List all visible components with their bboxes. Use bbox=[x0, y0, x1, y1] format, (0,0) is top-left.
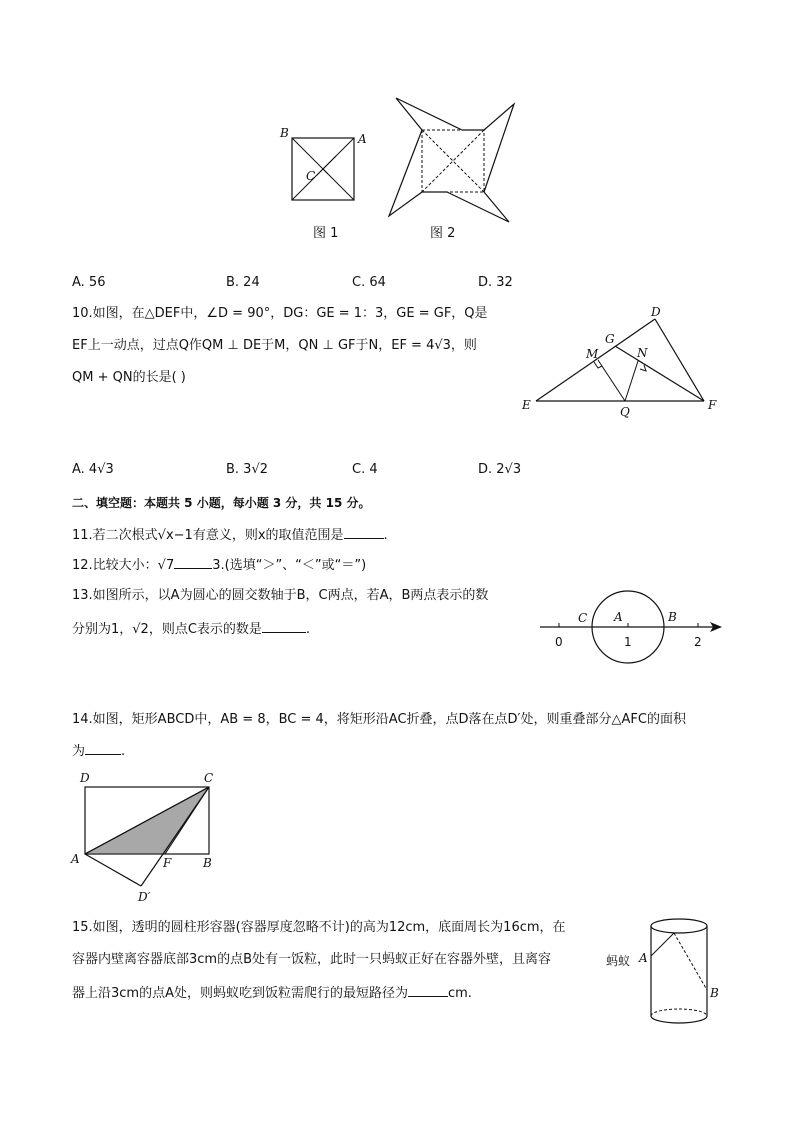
q13-text-after: . bbox=[305, 622, 311, 637]
q10-triangle-figure bbox=[518, 303, 728, 421]
q12-text bbox=[72, 556, 366, 574]
q15-text-line-2: 容器内壁离容器底部3cm的点B处有一饭粒，此时一只蚂蚁正好在容器外壁，且离容 bbox=[72, 952, 552, 967]
q11-answer-blank[interactable] bbox=[344, 526, 384, 539]
q10-label-g: G bbox=[605, 332, 615, 346]
q10-text-line-2: EF上一动点，过点Q作QM ⊥ DE于M，QN ⊥ GF于N，EF = 4√3，则 bbox=[72, 338, 477, 353]
q13-number-line-figure bbox=[536, 588, 726, 668]
q14-label-f: F bbox=[163, 856, 172, 870]
q15-text-line-3 bbox=[72, 984, 472, 1002]
fig1-label-a: A bbox=[358, 132, 367, 146]
q10-label-f: F bbox=[708, 398, 717, 412]
q15-cylinder-figure bbox=[636, 912, 726, 1032]
q13-text-before: 分别为1，√2，则点C表示的数是 bbox=[72, 622, 262, 637]
q15-text-before: 器上沿3cm的点A处，则蚂蚁吃到饭粒需爬行的最短路径为 bbox=[72, 986, 408, 1001]
q10-option-b[interactable]: B. 3√2 bbox=[226, 462, 269, 477]
q10-text-line-3: QM + QN的长是( ) bbox=[72, 370, 186, 385]
q14-answer-blank[interactable] bbox=[85, 742, 121, 755]
q13-text-line-2 bbox=[72, 620, 310, 638]
q13-tick-0: 0 bbox=[555, 635, 563, 649]
q15-label-b: B bbox=[710, 986, 719, 1000]
q13-tick-2: 2 bbox=[694, 635, 702, 649]
q13-tick-1: 1 bbox=[624, 635, 632, 649]
q15-ant-label: 蚂蚁 bbox=[606, 954, 631, 968]
q15-answer-blank[interactable] bbox=[408, 984, 448, 997]
q14-label-d-prime: D′ bbox=[138, 890, 151, 904]
q9-option-d[interactable]: D. 32 bbox=[478, 275, 513, 290]
q15-text-after: cm. bbox=[447, 986, 472, 1001]
q13-label-c: C bbox=[578, 611, 588, 625]
q15-label-a: A bbox=[639, 951, 648, 965]
q14-label-c: C bbox=[204, 771, 214, 785]
q12-text-before: 12.比较大小：√7 bbox=[72, 558, 175, 573]
q10-option-c[interactable]: C. 4 bbox=[352, 462, 378, 477]
q10-option-d[interactable]: D. 2√3 bbox=[478, 462, 522, 477]
q14-label-b: B bbox=[203, 856, 212, 870]
q10-label-d: D bbox=[651, 305, 661, 319]
q11-text-before: 11.若二次根式√x−1有意义，则x的取值范围是 bbox=[72, 528, 344, 543]
q10-label-q: Q bbox=[620, 405, 630, 419]
q14-label-a: A bbox=[71, 852, 80, 866]
q14-rectangle-figure bbox=[64, 766, 224, 906]
q10-label-e: E bbox=[522, 398, 531, 412]
q10-text-line-1: 10.如图，在△DEF中，∠D = 90°，DG：GE = 1：3，GE = GF，Q是 bbox=[72, 306, 488, 321]
q13-answer-blank[interactable] bbox=[262, 620, 306, 633]
q14-text-line-2 bbox=[72, 742, 125, 760]
fig2-caption: 图 2 bbox=[430, 226, 456, 241]
q14-label-d: D bbox=[80, 771, 90, 785]
q9-figure-2 bbox=[385, 94, 520, 226]
q9-option-a[interactable]: A. 56 bbox=[72, 275, 106, 290]
q14-text-before: 为 bbox=[72, 744, 86, 759]
q13-text-line-1: 13.如图所示，以A为圆心的圆交数轴于B，C两点，若A，B两点表示的数 bbox=[72, 588, 489, 603]
q14-text-line-1: 14.如图，矩形ABCD中，AB = 8，BC = 4，将矩形沿AC折叠，点D落在点D′处，则重叠部分△AFC的面积 bbox=[72, 712, 686, 727]
q9-option-c[interactable]: C. 64 bbox=[352, 275, 386, 290]
q12-text-after: 3.(选填“＞”、“＜”或“＝”) bbox=[212, 558, 367, 573]
fig1-label-c: C bbox=[306, 169, 316, 183]
fig1-label-b: B bbox=[280, 126, 289, 140]
q10-label-n: N bbox=[637, 346, 648, 360]
q11-text-after: . bbox=[383, 528, 388, 543]
q9-figure-1 bbox=[278, 124, 368, 210]
section-2-heading: 二、填空题：本题共 5 小题，每小题 3 分，共 15 分。 bbox=[72, 496, 371, 510]
q14-text-after: . bbox=[121, 744, 126, 759]
q15-text-line-1: 15.如图，透明的圆柱形容器(容器厚度忽略不计)的高为12cm，底面周长为16cm，在 bbox=[72, 920, 566, 935]
q10-option-a[interactable]: A. 4√3 bbox=[72, 462, 114, 477]
q13-label-b: B bbox=[668, 610, 677, 624]
q9-option-b[interactable]: B. 24 bbox=[226, 275, 260, 290]
q13-label-a: A bbox=[614, 610, 623, 624]
q10-label-m: M bbox=[586, 347, 599, 361]
fig1-caption: 图 1 bbox=[313, 226, 339, 241]
q12-answer-blank[interactable] bbox=[174, 556, 212, 569]
q11-text bbox=[72, 526, 388, 544]
